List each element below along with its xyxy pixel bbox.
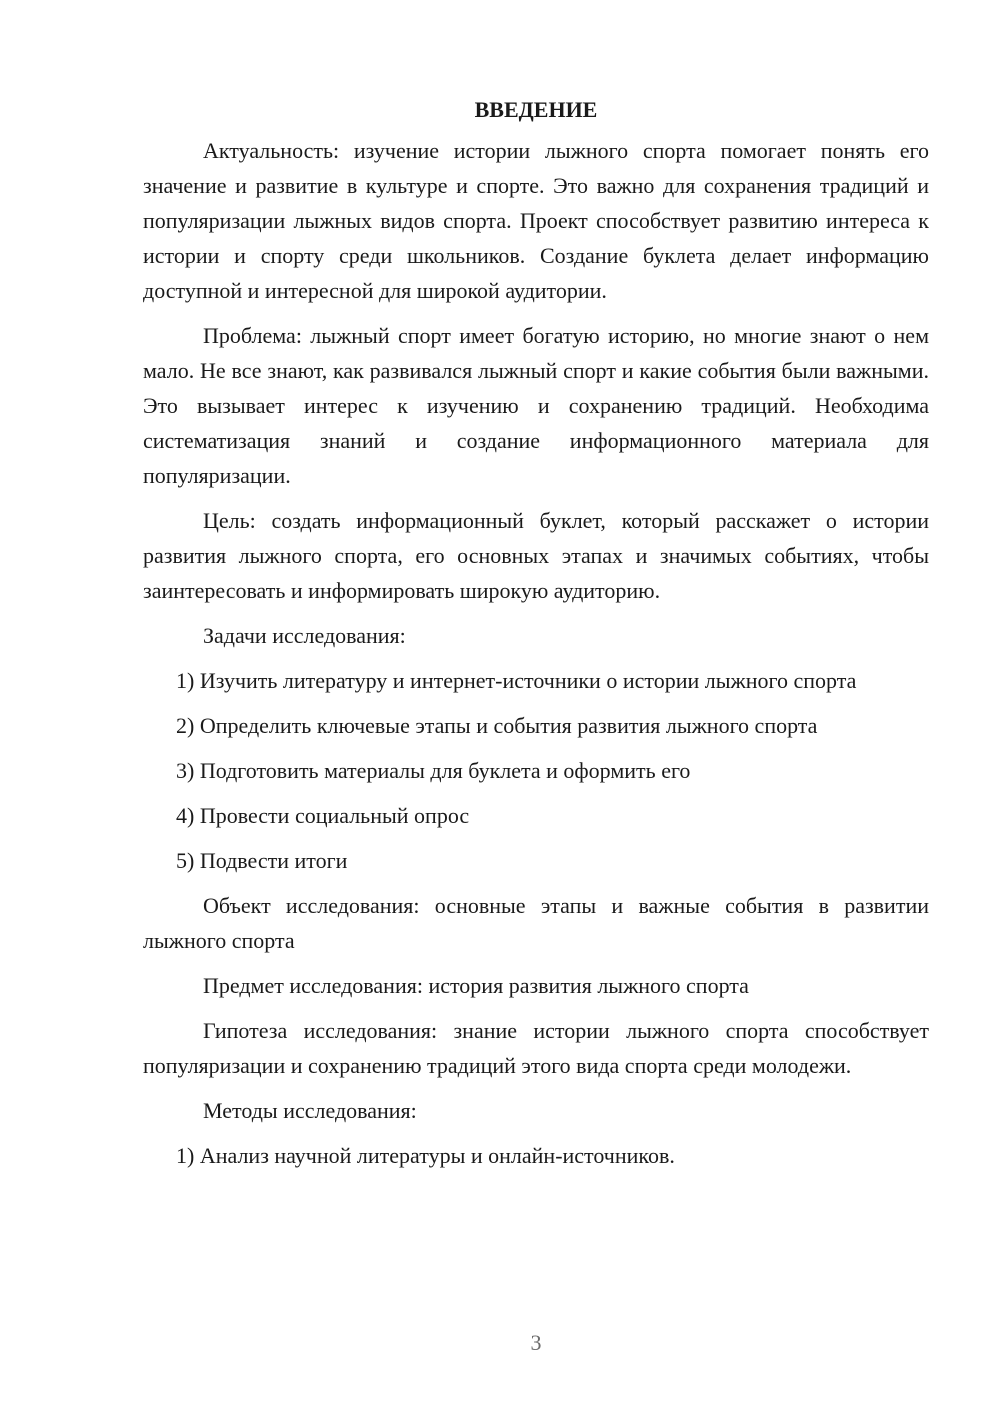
goal-paragraph: Цель: создать информационный буклет, который расскажет о истории развития лыжного спорта, его основных этапах и значимых событиях, чтобы заинтересовать и информировать широкую аудиторию. bbox=[143, 508, 929, 603]
section-heading: ВВЕДЕНИЕ bbox=[474, 97, 598, 122]
problem-paragraph: Проблема: лыжный спорт имеет богатую историю, но многие знают о нем мало. Не все знают, как развивался лыжный спорт и какие события были важными. Это вызывает интерес к изучению и сохранению традиций. Необходима систематизация знаний и создание информационного материала для популяризации. bbox=[143, 323, 929, 488]
page-number: 3 bbox=[530, 1330, 542, 1355]
relevance-paragraph: Актуальность: изучение истории лыжного спорта помогает понять его значение и развитие в культуре и спорте. Это важно для сохранения традиций и популяризации лыжных видов спорта. Проект способствует развитию интереса к истории и спорту среди школьников. Создание буклета делает информацию доступной и интересной для широкой аудитории. bbox=[143, 138, 929, 303]
methods-title: Методы исследования: bbox=[203, 1098, 417, 1123]
document-page bbox=[143, 92, 929, 1183]
task-item-2: 2) Определить ключевые этапы и события развития лыжного спорта bbox=[176, 713, 818, 738]
task-item-5: 5) Подвести итоги bbox=[176, 848, 348, 873]
task-item-1: 1) Изучить литературу и интернет-источники о истории лыжного спорта bbox=[176, 668, 857, 693]
method-item-1: 1) Анализ научной литературы и онлайн-источников. bbox=[176, 1143, 675, 1168]
tasks-title: Задачи исследования: bbox=[203, 623, 406, 648]
object-paragraph: Объект исследования: основные этапы и важные события в развитии лыжного спорта bbox=[143, 893, 929, 953]
task-item-3: 3) Подготовить материалы для буклета и оформить его bbox=[176, 758, 691, 783]
hypothesis-paragraph: Гипотеза исследования: знание истории лыжного спорта способствует популяризации и сохранению традиций этого вида спорта среди молодежи. bbox=[143, 1018, 929, 1078]
task-item-4: 4) Провести социальный опрос bbox=[176, 803, 470, 828]
subject-paragraph: Предмет исследования: история развития лыжного спорта bbox=[203, 973, 749, 998]
